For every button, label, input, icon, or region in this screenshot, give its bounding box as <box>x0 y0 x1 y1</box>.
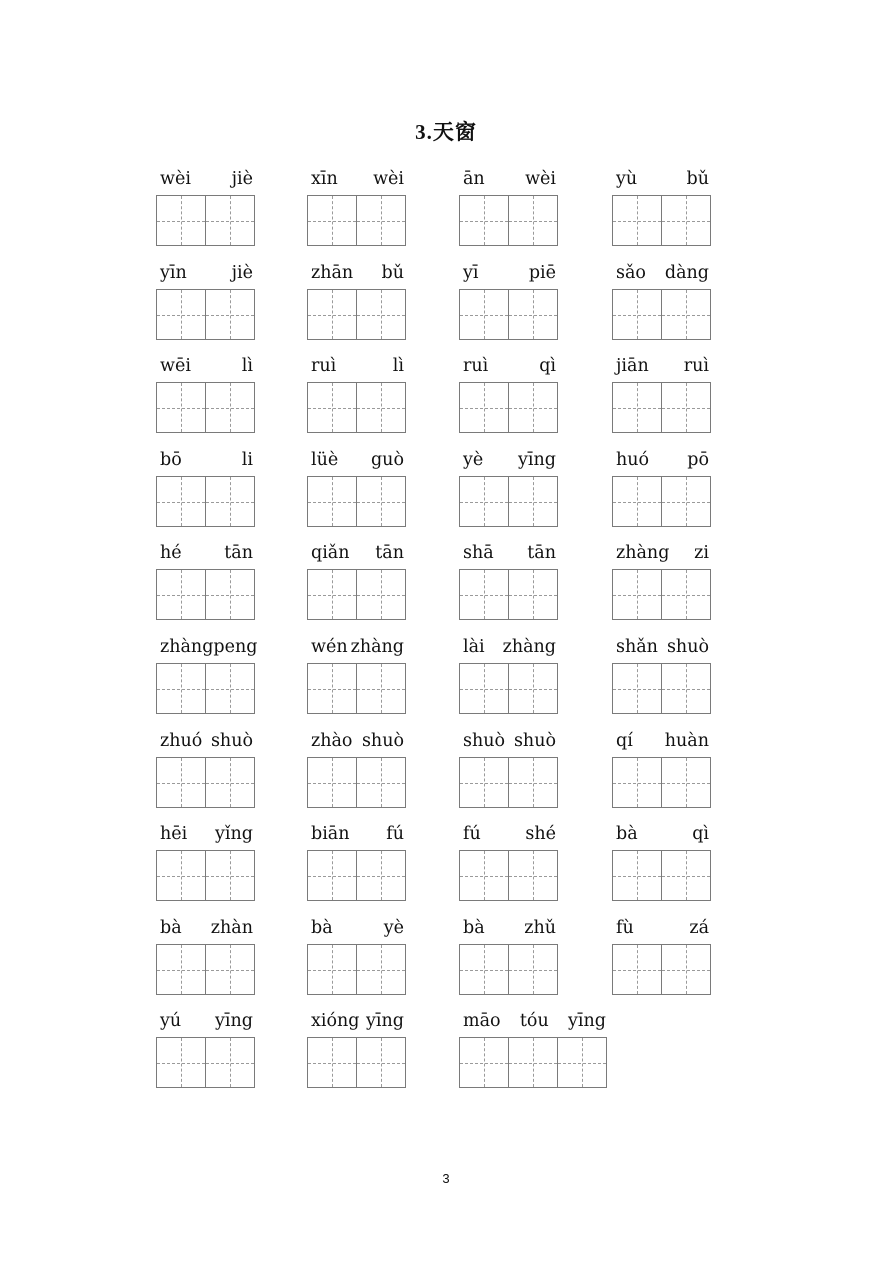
tianzige-box[interactable] <box>508 663 558 714</box>
tianzige-box[interactable] <box>661 382 711 433</box>
tianzige-box[interactable] <box>612 757 662 808</box>
pinyin-syllable: wēi <box>160 356 191 376</box>
pinyin-syllable: zhàn <box>210 918 253 938</box>
word-cell <box>156 542 257 622</box>
pinyin-line <box>459 168 560 190</box>
pinyin-syllable: shuò <box>666 637 709 657</box>
word-cell <box>459 262 560 342</box>
pinyin-syllable: zhān <box>311 263 354 283</box>
tianzige-box[interactable] <box>156 850 206 901</box>
pinyin-line <box>307 168 408 190</box>
writing-boxes <box>612 850 710 901</box>
pinyin-syllable: yīng <box>568 1011 606 1031</box>
tianzige-box[interactable] <box>459 663 509 714</box>
word-cell <box>459 542 560 622</box>
tianzige-box[interactable] <box>356 195 406 246</box>
word-cell <box>612 730 713 810</box>
pinyin-syllable: jiè <box>231 169 253 189</box>
tianzige-box[interactable] <box>508 850 558 901</box>
tianzige-box[interactable] <box>356 289 406 340</box>
pinyin-line <box>307 542 408 564</box>
writing-boxes <box>307 382 405 433</box>
writing-boxes <box>612 663 710 714</box>
tianzige-box[interactable] <box>661 289 711 340</box>
pinyin-line <box>459 636 560 658</box>
tianzige-box[interactable] <box>612 195 662 246</box>
tianzige-box[interactable] <box>156 1037 206 1088</box>
pinyin-syllable: zhào <box>311 731 353 751</box>
tianzige-box[interactable] <box>459 850 509 901</box>
tianzige-box[interactable] <box>205 195 255 246</box>
tianzige-box[interactable] <box>459 382 509 433</box>
tianzige-box[interactable] <box>205 944 255 995</box>
pinyin-line <box>307 262 408 284</box>
pinyin-syllable: dàng <box>664 263 709 283</box>
writing-boxes <box>307 289 405 340</box>
pinyin-syllable: yù <box>616 169 638 189</box>
word-cell <box>156 917 257 997</box>
pinyin-line <box>156 542 257 564</box>
pinyin-syllable: zá <box>689 918 709 938</box>
pinyin-line <box>459 823 560 845</box>
tianzige-box[interactable] <box>356 1037 406 1088</box>
pinyin-syllable: shuò <box>513 731 556 751</box>
pinyin-syllable: pō <box>687 450 709 470</box>
writing-boxes <box>459 944 557 995</box>
writing-boxes <box>156 850 254 901</box>
pinyin-syllable: yī <box>463 263 479 283</box>
pinyin-syllable: xióng <box>311 1011 360 1031</box>
word-cell <box>459 730 560 810</box>
pinyin-line <box>612 730 713 752</box>
word-cell <box>612 636 713 716</box>
word-cell <box>459 449 560 529</box>
tianzige-box[interactable] <box>307 569 357 620</box>
pinyin-syllable: zhuó <box>160 731 203 751</box>
writing-boxes <box>612 476 710 527</box>
pinyin-syllable: wén <box>311 637 348 657</box>
pinyin-syllable: bà <box>160 918 182 938</box>
pinyin-line <box>612 636 713 658</box>
word-cell <box>459 355 560 435</box>
tianzige-box[interactable] <box>508 382 558 433</box>
tianzige-box[interactable] <box>307 195 357 246</box>
writing-boxes <box>307 195 405 246</box>
pinyin-line <box>459 262 560 284</box>
pinyin-line <box>307 730 408 752</box>
pinyin-syllable: yīng <box>366 1011 404 1031</box>
writing-boxes <box>612 195 710 246</box>
pinyin-syllable: wèi <box>525 169 556 189</box>
pinyin-syllable: māo <box>463 1011 501 1031</box>
pinyin-line <box>612 449 713 471</box>
writing-boxes <box>156 663 254 714</box>
word-cell <box>459 823 560 903</box>
pinyin-syllable: tān <box>375 543 404 563</box>
tianzige-box[interactable] <box>307 850 357 901</box>
tianzige-box[interactable] <box>156 944 206 995</box>
pinyin-syllable: tān <box>224 543 253 563</box>
writing-boxes <box>459 569 557 620</box>
writing-boxes <box>156 289 254 340</box>
pinyin-syllable: guò <box>370 450 404 470</box>
tianzige-box[interactable] <box>612 663 662 714</box>
pinyin-line <box>156 449 257 471</box>
pinyin-syllable: jiān <box>616 356 649 376</box>
writing-boxes <box>156 382 254 433</box>
tianzige-box[interactable] <box>459 757 509 808</box>
word-cell <box>156 636 257 716</box>
word-cell <box>307 730 408 810</box>
pinyin-syllable: shǎn <box>616 637 658 657</box>
tianzige-box[interactable] <box>156 289 206 340</box>
pinyin-syllable: hé <box>160 543 182 563</box>
pinyin-syllable: lài <box>463 637 485 657</box>
tianzige-box[interactable] <box>612 289 662 340</box>
pinyin-syllable: huàn <box>664 731 709 751</box>
tianzige-box[interactable] <box>205 1037 255 1088</box>
pinyin-syllable: ruì <box>463 356 489 376</box>
pinyin-syllable: jiè <box>231 263 253 283</box>
pinyin-line <box>156 355 257 377</box>
tianzige-box[interactable] <box>508 569 558 620</box>
tianzige-box[interactable] <box>356 944 406 995</box>
word-cell <box>156 730 257 810</box>
writing-boxes <box>459 850 557 901</box>
pinyin-syllable: qì <box>539 356 556 376</box>
pinyin-syllable: xīn <box>311 169 338 189</box>
pinyin-line <box>307 636 408 658</box>
word-cell <box>612 449 713 529</box>
tianzige-box[interactable] <box>205 382 255 433</box>
word-cell <box>307 542 408 622</box>
pinyin-syllable: fù <box>616 918 634 938</box>
tianzige-box[interactable] <box>661 476 711 527</box>
pinyin-syllable: qiǎn <box>311 543 350 563</box>
pinyin-line <box>459 542 560 564</box>
pinyin-syllable: shuò <box>463 731 506 751</box>
writing-boxes <box>156 944 254 995</box>
pinyin-syllable: yīn <box>160 263 187 283</box>
pinyin-line <box>156 1010 257 1032</box>
tianzige-box[interactable] <box>508 289 558 340</box>
pinyin-syllable: zhǔ <box>524 918 556 938</box>
writing-boxes <box>612 382 710 433</box>
tianzige-box[interactable] <box>356 382 406 433</box>
tianzige-box[interactable] <box>612 382 662 433</box>
tianzige-box[interactable] <box>459 289 509 340</box>
writing-boxes <box>612 757 710 808</box>
pinyin-line <box>156 262 257 284</box>
tianzige-box[interactable] <box>661 569 711 620</box>
tianzige-box[interactable] <box>205 476 255 527</box>
tianzige-box[interactable] <box>156 382 206 433</box>
word-cell <box>612 168 713 248</box>
writing-boxes <box>459 1037 606 1088</box>
word-cell <box>612 823 713 903</box>
pinyin-syllable: ruì <box>683 356 709 376</box>
page-title: 3.天窗 <box>415 120 477 144</box>
pinyin-syllable: yǐng <box>215 824 253 844</box>
tianzige-box[interactable] <box>356 663 406 714</box>
tianzige-box[interactable] <box>307 1037 357 1088</box>
word-cell <box>459 1010 610 1090</box>
pinyin-line <box>612 168 713 190</box>
word-cell <box>156 449 257 529</box>
tianzige-box[interactable] <box>307 757 357 808</box>
tianzige-box[interactable] <box>508 1037 558 1088</box>
pinyin-line <box>459 730 560 752</box>
pinyin-syllable: qì <box>692 824 709 844</box>
pinyin-line <box>307 823 408 845</box>
tianzige-box[interactable] <box>459 1037 509 1088</box>
word-cell <box>459 168 560 248</box>
tianzige-box[interactable] <box>459 569 509 620</box>
word-cell <box>307 1010 408 1090</box>
word-cell <box>612 262 713 342</box>
pinyin-syllable: yīng <box>215 1011 253 1031</box>
pinyin-line <box>156 636 257 658</box>
pinyin-line <box>459 917 560 939</box>
pinyin-syllable: bǔ <box>686 169 709 189</box>
tianzige-box[interactable] <box>156 476 206 527</box>
pinyin-syllable: bǔ <box>381 263 404 283</box>
pinyin-syllable: ruì <box>311 356 337 376</box>
word-cell <box>307 823 408 903</box>
tianzige-box[interactable] <box>459 476 509 527</box>
pinyin-syllable: shuò <box>361 731 404 751</box>
writing-boxes <box>307 476 405 527</box>
tianzige-box[interactable] <box>612 944 662 995</box>
writing-boxes <box>459 476 557 527</box>
word-cell <box>612 917 713 997</box>
pinyin-line <box>459 1010 610 1032</box>
pinyin-syllable: bà <box>463 918 485 938</box>
tianzige-box[interactable] <box>356 757 406 808</box>
pinyin-line <box>307 1010 408 1032</box>
pinyin-syllable: li <box>241 450 253 470</box>
tianzige-box[interactable] <box>307 382 357 433</box>
writing-boxes <box>459 382 557 433</box>
pinyin-syllable: shā <box>463 543 494 563</box>
page-number: 3 <box>442 1171 450 1186</box>
tianzige-box[interactable] <box>156 195 206 246</box>
word-cell <box>612 355 713 435</box>
word-cell <box>156 168 257 248</box>
tianzige-box[interactable] <box>205 663 255 714</box>
tianzige-box[interactable] <box>661 850 711 901</box>
pinyin-syllable: ān <box>463 169 485 189</box>
pinyin-syllable: wèi <box>373 169 404 189</box>
pinyin-syllable: fú <box>386 824 404 844</box>
writing-boxes <box>307 663 405 714</box>
tianzige-box[interactable] <box>307 289 357 340</box>
writing-boxes <box>612 569 710 620</box>
pinyin-syllable: lüè <box>311 450 339 470</box>
tianzige-box[interactable] <box>661 663 711 714</box>
tianzige-box[interactable] <box>205 289 255 340</box>
word-cell <box>307 636 408 716</box>
pinyin-line <box>156 823 257 845</box>
tianzige-box[interactable] <box>612 569 662 620</box>
word-cell <box>307 917 408 997</box>
pinyin-syllable: yè <box>383 918 404 938</box>
pinyin-line <box>156 168 257 190</box>
pinyin-syllable: shé <box>525 824 556 844</box>
pinyin-syllable: yīng <box>518 450 556 470</box>
tianzige-box[interactable] <box>612 476 662 527</box>
writing-boxes <box>612 944 710 995</box>
pinyin-line <box>156 730 257 752</box>
pinyin-syllable: zhàng <box>160 637 214 657</box>
pinyin-syllable: fú <box>463 824 481 844</box>
pinyin-line <box>612 917 713 939</box>
tianzige-box[interactable] <box>508 757 558 808</box>
tianzige-box[interactable] <box>356 476 406 527</box>
pinyin-line <box>459 355 560 377</box>
tianzige-box[interactable] <box>307 944 357 995</box>
word-cell <box>307 262 408 342</box>
pinyin-syllable: lì <box>241 356 253 376</box>
pinyin-syllable: zhàng <box>616 543 670 563</box>
pinyin-line <box>612 823 713 845</box>
word-cell <box>307 449 408 529</box>
pinyin-line <box>459 449 560 471</box>
pinyin-syllable: shuò <box>210 731 253 751</box>
word-cell <box>156 1010 257 1090</box>
pinyin-syllable: peng <box>213 637 258 657</box>
word-cell <box>307 355 408 435</box>
writing-boxes <box>307 757 405 808</box>
pinyin-syllable: hēi <box>160 824 188 844</box>
pinyin-line <box>307 449 408 471</box>
tianzige-box[interactable] <box>508 476 558 527</box>
pinyin-syllable: tóu <box>519 1011 549 1031</box>
pinyin-line <box>307 917 408 939</box>
word-cell <box>307 168 408 248</box>
tianzige-box[interactable] <box>156 569 206 620</box>
word-cell <box>156 823 257 903</box>
word-cell <box>156 355 257 435</box>
pinyin-syllable: tān <box>527 543 556 563</box>
tianzige-box[interactable] <box>307 476 357 527</box>
writing-boxes <box>156 569 254 620</box>
writing-boxes <box>156 195 254 246</box>
pinyin-syllable: zhàng <box>350 637 404 657</box>
writing-boxes <box>612 289 710 340</box>
word-cell <box>459 636 560 716</box>
tianzige-box[interactable] <box>508 944 558 995</box>
tianzige-box[interactable] <box>205 569 255 620</box>
word-cell <box>156 262 257 342</box>
tianzige-box[interactable] <box>205 757 255 808</box>
tianzige-box[interactable] <box>307 663 357 714</box>
pinyin-syllable: bà <box>311 918 333 938</box>
tianzige-box[interactable] <box>661 195 711 246</box>
pinyin-syllable: biān <box>311 824 350 844</box>
pinyin-syllable: bà <box>616 824 638 844</box>
pinyin-syllable: yú <box>160 1011 182 1031</box>
pinyin-syllable: wèi <box>160 169 191 189</box>
writing-boxes <box>156 1037 254 1088</box>
writing-boxes <box>307 944 405 995</box>
pinyin-syllable: piē <box>528 263 556 283</box>
tianzige-box[interactable] <box>612 850 662 901</box>
word-cell <box>459 917 560 997</box>
tianzige-box[interactable] <box>356 850 406 901</box>
writing-boxes <box>307 850 405 901</box>
pinyin-syllable: yè <box>463 450 484 470</box>
pinyin-line <box>156 917 257 939</box>
tianzige-box[interactable] <box>557 1037 607 1088</box>
writing-boxes <box>459 663 557 714</box>
writing-boxes <box>156 476 254 527</box>
tianzige-box[interactable] <box>156 663 206 714</box>
pinyin-syllable: zi <box>694 543 709 563</box>
tianzige-box[interactable] <box>661 944 711 995</box>
pinyin-line <box>612 355 713 377</box>
pinyin-syllable: huó <box>616 450 650 470</box>
pinyin-syllable: sǎo <box>616 263 646 283</box>
writing-boxes <box>459 757 557 808</box>
writing-boxes <box>307 1037 405 1088</box>
pinyin-line <box>307 355 408 377</box>
writing-boxes <box>307 569 405 620</box>
tianzige-box[interactable] <box>356 569 406 620</box>
pinyin-syllable: bō <box>160 450 182 470</box>
pinyin-syllable: lì <box>392 356 404 376</box>
pinyin-syllable: qí <box>616 731 633 751</box>
tianzige-box[interactable] <box>508 195 558 246</box>
word-cell <box>612 542 713 622</box>
tianzige-box[interactable] <box>661 757 711 808</box>
pinyin-line <box>612 262 713 284</box>
writing-boxes <box>156 757 254 808</box>
tianzige-box[interactable] <box>205 850 255 901</box>
tianzige-box[interactable] <box>459 944 509 995</box>
tianzige-box[interactable] <box>459 195 509 246</box>
writing-boxes <box>459 289 557 340</box>
tianzige-box[interactable] <box>156 757 206 808</box>
pinyin-syllable: zhàng <box>502 637 556 657</box>
pinyin-line <box>612 542 713 564</box>
writing-boxes <box>459 195 557 246</box>
